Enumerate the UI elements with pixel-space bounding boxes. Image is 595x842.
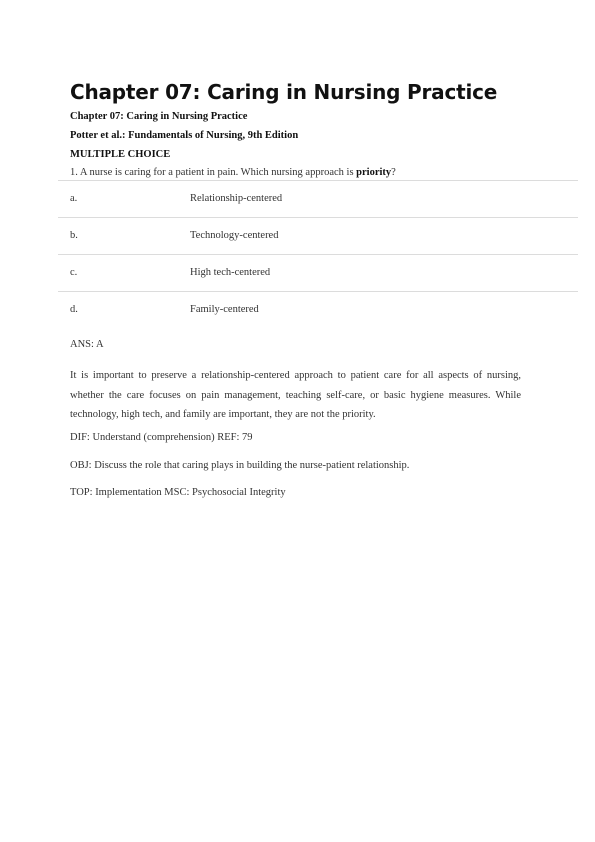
option-letter: d.: [70, 304, 78, 315]
option-row-a: [58, 181, 578, 218]
option-row-d: [58, 292, 578, 328]
section-heading: MULTIPLE CHOICE: [70, 149, 171, 160]
answer-options-table: [58, 180, 578, 328]
option-text: High tech-centered: [190, 267, 271, 278]
rationale-paragraph: It is important to preserve a relationship-centered approach to patient care for all aspects of nursing, whether the care focuses on pain management, teaching self-care, or basic hygiene measures. While technology, high tech, and family are important, they are not the priority.: [70, 370, 521, 420]
option-text: Family-centered: [190, 304, 259, 315]
option-row-c: [58, 255, 578, 292]
topic-msc-line: TOP: Implementation MSC: Psychosocial Integrity: [70, 487, 286, 498]
question-stem-end: ?: [391, 167, 396, 178]
book-citation: Potter et al.: Fundamentals of Nursing, 9th Edition: [70, 130, 299, 141]
answer-key: ANS: A: [70, 339, 104, 350]
question-stem: [70, 167, 396, 178]
objective-line: OBJ: Discuss the role that caring plays in building the nurse-patient relationship.: [70, 460, 410, 471]
question-stem-text: 1. A nurse is caring for a patient in pain. Which nursing approach is: [70, 167, 357, 178]
page-title: Chapter 07: Caring in Nursing Practice: [70, 80, 498, 104]
option-text: Relationship-centered: [190, 193, 283, 204]
option-text: Technology-centered: [190, 230, 279, 241]
difficulty-reference: DIF: Understand (comprehension) REF: 79: [70, 432, 253, 443]
option-letter: c.: [70, 267, 78, 278]
chapter-subtitle: Chapter 07: Caring in Nursing Practice: [70, 111, 248, 122]
option-letter: b.: [70, 230, 78, 241]
option-letter: a.: [70, 193, 78, 204]
option-row-b: [58, 218, 578, 255]
question-stem-emphasis: priority: [356, 167, 392, 178]
